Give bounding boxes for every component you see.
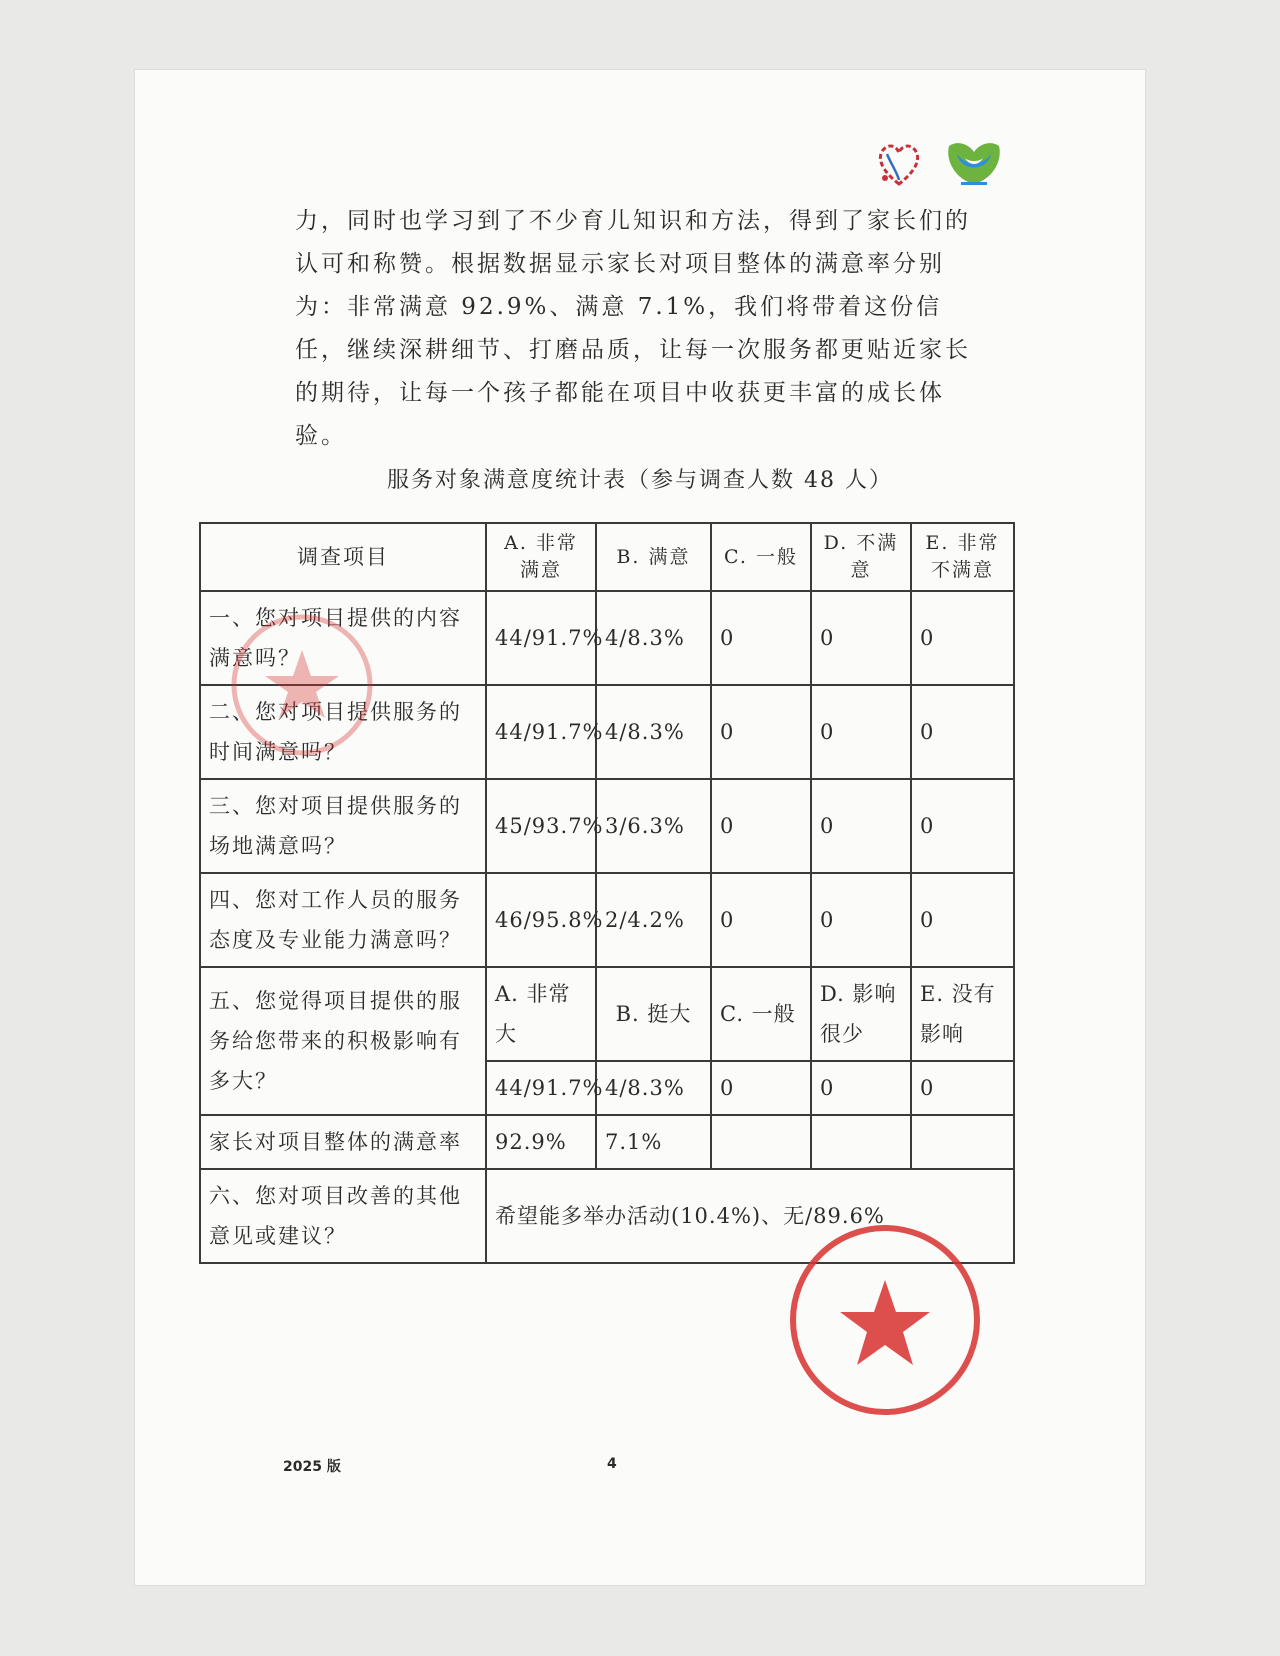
overall-row: [200, 1115, 1014, 1169]
overall-label: 家长对项目整体的满意率: [200, 1115, 486, 1169]
option-cell: B. 挺大: [596, 967, 711, 1061]
value-cell: 45/93.7%: [486, 779, 596, 873]
table-row: [200, 873, 1014, 967]
value-cell: 0: [911, 685, 1014, 779]
value-cell: 0: [911, 779, 1014, 873]
question-cell: 一、您对项目提供的内容满意吗？: [200, 591, 486, 685]
value-cell: 0: [711, 591, 811, 685]
value-cell: 0: [811, 873, 911, 967]
option-cell: D. 影响很少: [811, 967, 911, 1061]
table-header-cell: B. 满意: [596, 523, 711, 591]
option-cell: C. 一般: [711, 967, 811, 1061]
value-cell: 92.9%: [486, 1115, 596, 1169]
value-cell: 44/91.7%: [486, 591, 596, 685]
empty-cell: [911, 1115, 1014, 1169]
suggestion-value: 希望能多举办活动(10.4%)、无/89.6%: [486, 1169, 1014, 1263]
heart-ribbon-logo-icon: [873, 138, 925, 190]
value-cell: 0: [711, 873, 811, 967]
value-cell: 0: [711, 1061, 811, 1115]
value-cell: 0: [711, 779, 811, 873]
option-cell: A. 非常大: [486, 967, 596, 1061]
value-cell: 44/91.7%: [486, 1061, 596, 1115]
table-header-cell: D. 不满意: [811, 523, 911, 591]
value-cell: 44/91.7%: [486, 685, 596, 779]
green-cup-logo-icon: [943, 138, 1005, 190]
question-cell: 五、您觉得项目提供的服务给您带来的积极影响有多大？: [200, 967, 486, 1115]
value-cell: 0: [811, 591, 911, 685]
value-cell: 7.1%: [596, 1115, 711, 1169]
table-header-cell: C. 一般: [711, 523, 811, 591]
table-header-row: [200, 523, 1014, 591]
footer-edition: 2025 版: [283, 1459, 341, 1475]
value-cell: 3/6.3%: [596, 779, 711, 873]
table-header-cell: E. 非常不满意: [911, 523, 1014, 591]
header-logos: [873, 138, 1005, 190]
table-row: [200, 779, 1014, 873]
value-cell: 0: [911, 1061, 1014, 1115]
value-cell: 0: [911, 873, 1014, 967]
satisfaction-table: [199, 522, 1015, 1264]
document-page: [135, 70, 1145, 1585]
value-cell: 0: [911, 591, 1014, 685]
value-cell: 4/8.3%: [596, 685, 711, 779]
table-row: [200, 685, 1014, 779]
table-header-cell: 调查项目: [200, 523, 486, 591]
suggestion-label: 六、您对项目改善的其他意见或建议？: [200, 1169, 486, 1263]
value-cell: 0: [811, 779, 911, 873]
empty-cell: [811, 1115, 911, 1169]
page-number: 4: [607, 1456, 617, 1472]
body-paragraph: 力，同时也学习到了不少育儿知识和方法，得到了家长们的认可和称赞。根据数据显示家长对项目整体的满意率分别为：非常满意 92.9%、满意 7.1%，我们将带着这份信任，继续深耕细节、打磨品质，让每一次服务都更贴近家长的期待，让每一个孩子都能在项目中收获更丰富的成长体验。: [295, 208, 971, 449]
value-cell: 0: [811, 685, 911, 779]
value-cell: 2/4.2%: [596, 873, 711, 967]
question-cell: 三、您对项目提供服务的场地满意吗？: [200, 779, 486, 873]
question-cell: 四、您对工作人员的服务态度及专业能力满意吗？: [200, 873, 486, 967]
value-cell: 0: [711, 685, 811, 779]
empty-cell: [711, 1115, 811, 1169]
suggestion-row: [200, 1169, 1014, 1263]
value-cell: 4/8.3%: [596, 591, 711, 685]
question-cell: 二、您对项目提供服务的时间满意吗？: [200, 685, 486, 779]
value-cell: 46/95.8%: [486, 873, 596, 967]
table-row: [200, 591, 1014, 685]
table-title: 服务对象满意度统计表（参与调查人数 48 人）: [387, 468, 893, 493]
option-cell: E. 没有影响: [911, 967, 1014, 1061]
value-cell: 0: [811, 1061, 911, 1115]
table-header-cell: A. 非常满意: [486, 523, 596, 591]
value-cell: 4/8.3%: [596, 1061, 711, 1115]
impact-options-row: [200, 967, 1014, 1061]
